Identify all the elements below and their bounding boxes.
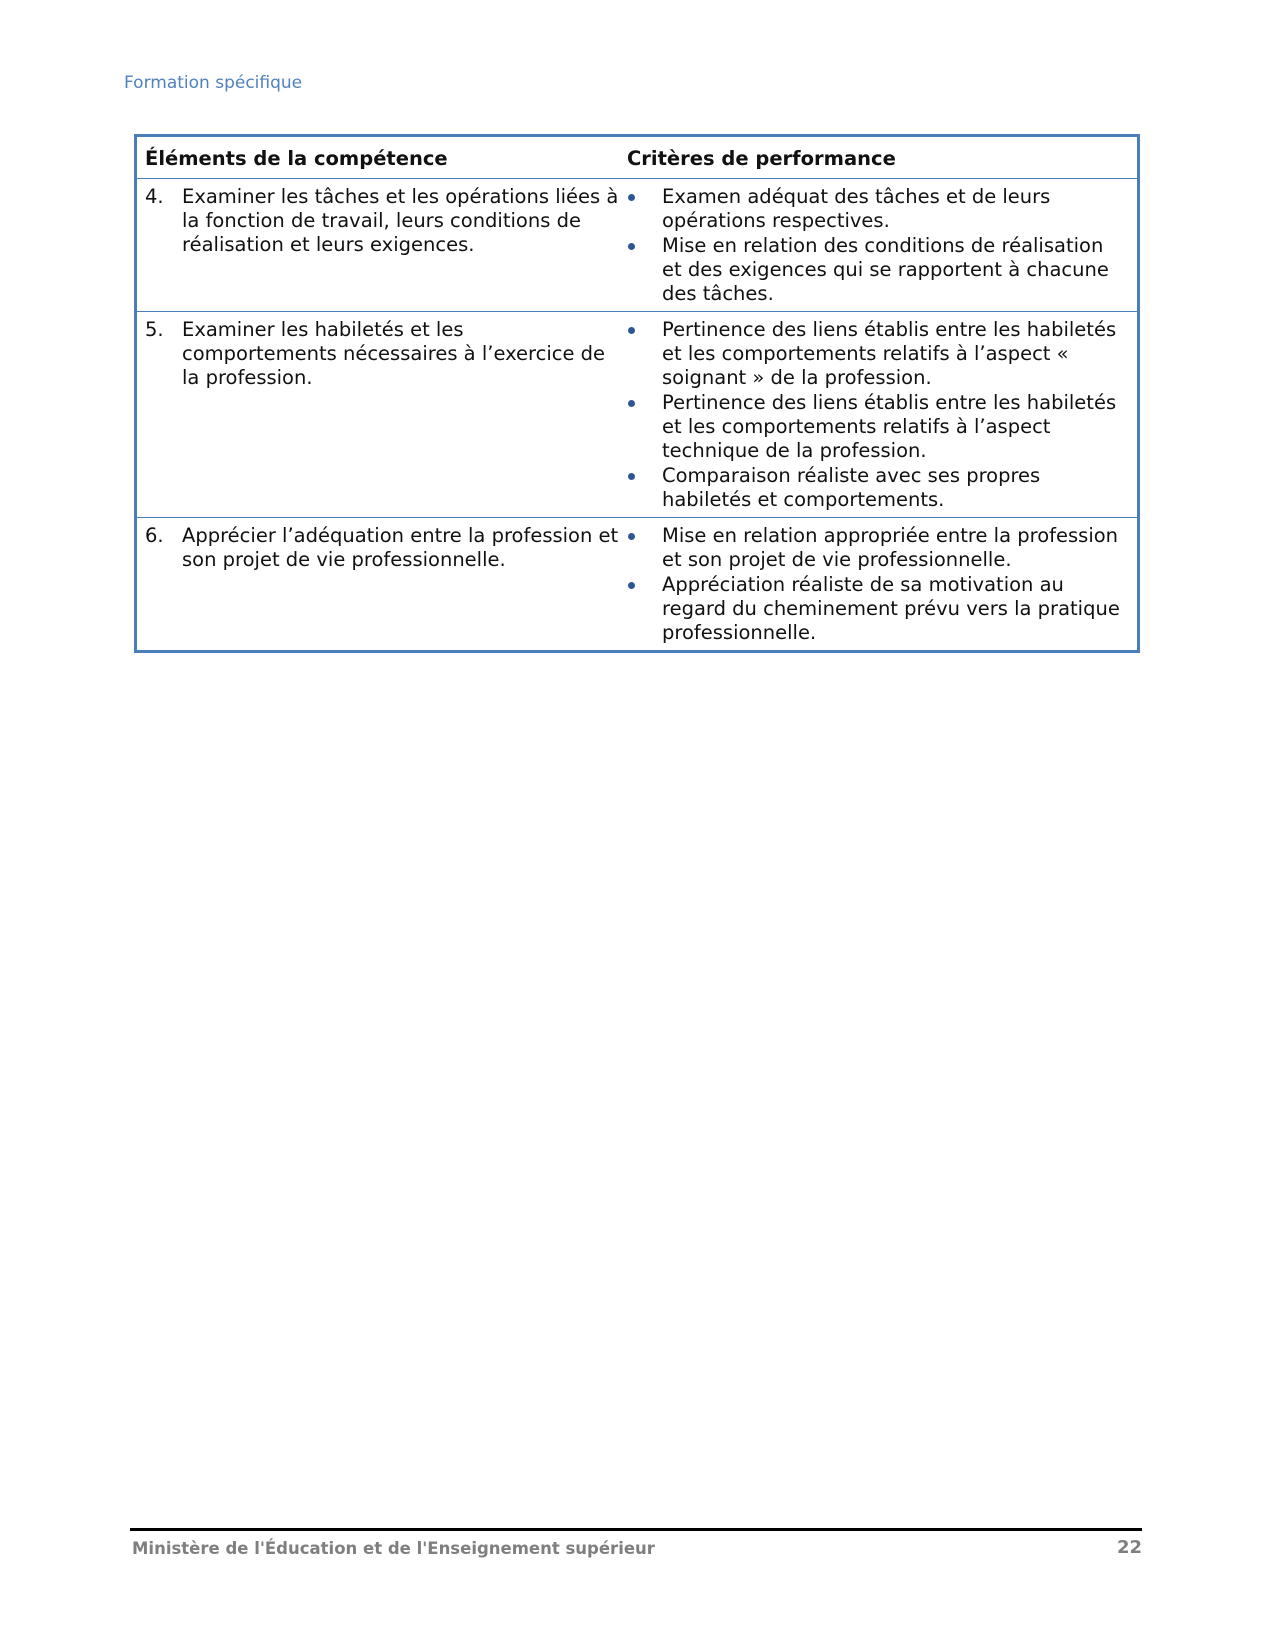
criteria-list [627, 524, 1127, 645]
element-text: Apprécier l’adéquation entre la profession et son projet de vie professionnelle. [182, 524, 619, 571]
competence-table [134, 134, 1140, 653]
bullet-icon [627, 318, 662, 390]
table-row [137, 518, 1137, 651]
criteria-text: Appréciation réaliste de sa motivation au regard du cheminement prévu vers la pratique professionnelle. [662, 573, 1120, 644]
criteria-item [627, 185, 1127, 233]
footer-divider [130, 1528, 1142, 1531]
criteria-item [627, 391, 1127, 463]
table-header-row [137, 137, 1137, 179]
page-number: 22 [1116, 1537, 1142, 1558]
table-row [137, 312, 1137, 518]
criteria-text: Examen adéquat des tâches et de leurs opérations respectives. [662, 185, 1051, 232]
element-cell [137, 312, 627, 518]
criteria-text: Mise en relation des conditions de réalisation et des exigences qui se rapportent à chacune des tâches. [662, 234, 1109, 305]
element-cell [137, 179, 627, 312]
criteria-item [627, 234, 1127, 306]
section-label: Formation spécifique [124, 73, 303, 93]
bullet-icon [627, 185, 662, 233]
table-row [137, 179, 1137, 312]
column-header-criteria: Critères de performance [627, 137, 1137, 179]
criteria-item [627, 318, 1127, 390]
criteria-item [627, 573, 1127, 645]
criteria-text: Pertinence des liens établis entre les habiletés et les comportements relatifs à l’aspect « soignant » de la profession. [662, 318, 1117, 389]
element-number: 6. [145, 524, 164, 547]
bullet-icon [627, 573, 662, 645]
bullet-icon [627, 391, 662, 463]
criteria-cell [627, 179, 1137, 312]
bullet-icon [627, 464, 662, 512]
criteria-cell [627, 518, 1137, 651]
criteria-text: Comparaison réaliste avec ses propres habiletés et comportements. [662, 464, 1041, 511]
column-header-elements: Éléments de la compétence [137, 137, 627, 179]
criteria-list [627, 185, 1127, 306]
element-cell [137, 518, 627, 651]
footer-organization: Ministère de l'Éducation et de l'Enseignement supérieur [132, 1539, 655, 1558]
element-number: 4. [145, 185, 164, 208]
element-number: 5. [145, 318, 164, 341]
criteria-list [627, 318, 1127, 512]
element-text: Examiner les habiletés et les comportements nécessaires à l’exercice de la profession. [182, 318, 606, 389]
criteria-item [627, 464, 1127, 512]
element-text: Examiner les tâches et les opérations liées à la fonction de travail, leurs conditions de réalisation et leurs exigences. [182, 185, 619, 256]
criteria-item [627, 524, 1127, 572]
criteria-text: Pertinence des liens établis entre les habiletés et les comportements relatifs à l’aspect technique de la profession. [662, 391, 1117, 462]
criteria-text: Mise en relation appropriée entre la profession et son projet de vie professionnelle. [662, 524, 1119, 571]
criteria-cell [627, 312, 1137, 518]
bullet-icon [627, 524, 662, 572]
bullet-icon [627, 234, 662, 306]
